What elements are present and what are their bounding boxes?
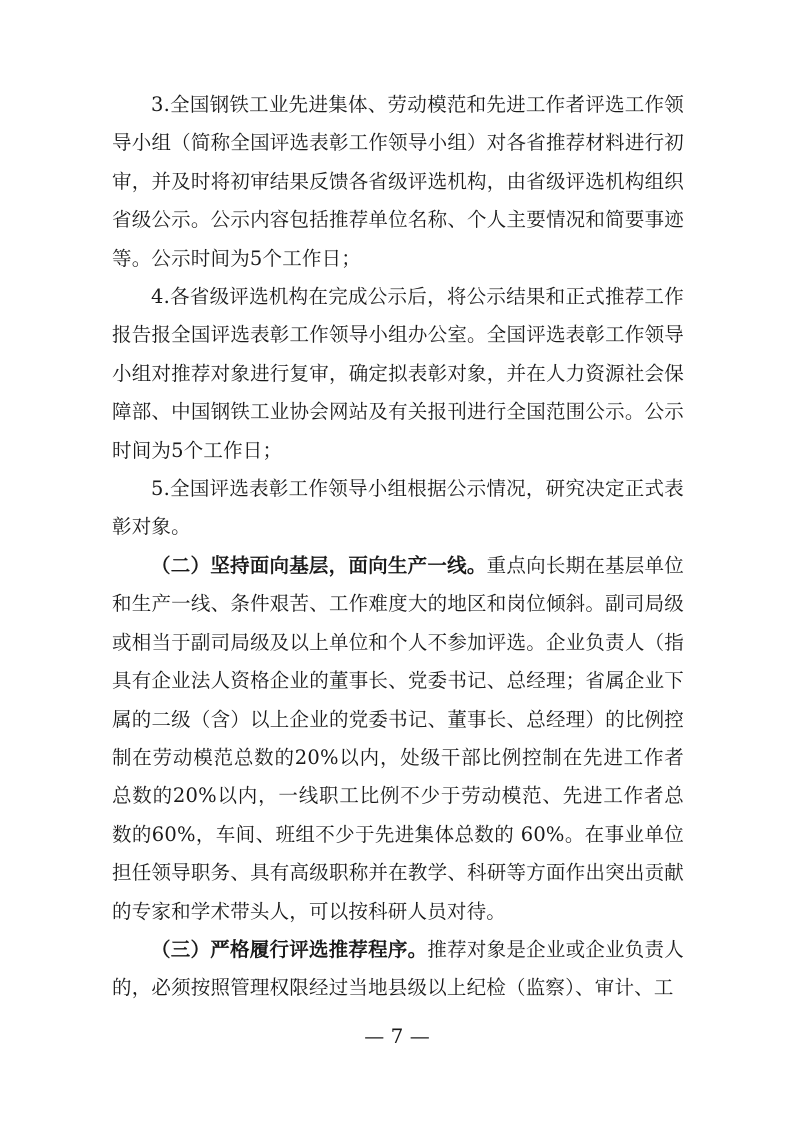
paragraph-item-4 (112, 278, 684, 470)
paragraph-text: 重点向长期在基层单位和生产一线、条件艰苦、工作难度大的地区和岗位倾斜。副司局级或相当于副司局级及以上单位和个人不参加评选。企业负责人（指具有企业法人资格企业的董事长、党委书记、总经理；省属企业下属的二级（含）以上企业的党委书记、董事长、总经理）的比例控制在劳动模范总数的20%以内，处级干部比例控制在先进工作者总数的20%以内，一线职工比例不少于劳动模范、先进工作者总数的60%，车间、班组不少于先进集体总数的 60%。在事业单位担任领导职务、具有高级职称并在教学、科研等方面作出突出贡献的专家和学术带头人，可以按科研人员对待。 (112, 553, 684, 923)
section-two-heading: （二）坚持面向基层，面向生产一线。 (151, 553, 487, 577)
paragraph-item-3 (112, 86, 684, 278)
paragraph-text: 推荐对象是企业或企业负责人的，必须按照管理权限经过当地县级以上纪检（监察）、审计、工 (112, 937, 684, 1000)
paragraph-text: 3.全国钢铁工业先进集体、劳动模范和先进工作者评选工作领导小组（简称全国评选表彰工作领导小组）对各省推荐材料进行初审，并及时将初审结果反馈各省级评选机构，由省级评选机构组织省级公示。公示内容包括推荐单位名称、个人主要情况和简要事迹等。公示时间为5个工作日； (112, 93, 684, 270)
page-number: — 7 — (364, 1024, 430, 1048)
paragraph-text: 4.各省级评选机构在完成公示后，将公示结果和正式推荐工作报告报全国评选表彰工作领导小组办公室。全国评选表彰工作领导小组对推荐对象进行复审，确定拟表彰对象，并在人力资源社会保障部、中国钢铁工业协会网站及有关报刊进行全国范围公示。公示时间为5个工作日； (112, 285, 684, 462)
document-body (112, 86, 684, 1008)
paragraph-item-5 (112, 470, 684, 547)
paragraph-text: 5.全国评选表彰工作领导小组根据公示情况，研究决定正式表彰对象。 (112, 477, 684, 539)
section-three-paragraph (112, 931, 684, 1008)
section-three-heading: （三）严格履行评选推荐程序。 (151, 937, 428, 961)
section-two-paragraph (112, 547, 684, 931)
